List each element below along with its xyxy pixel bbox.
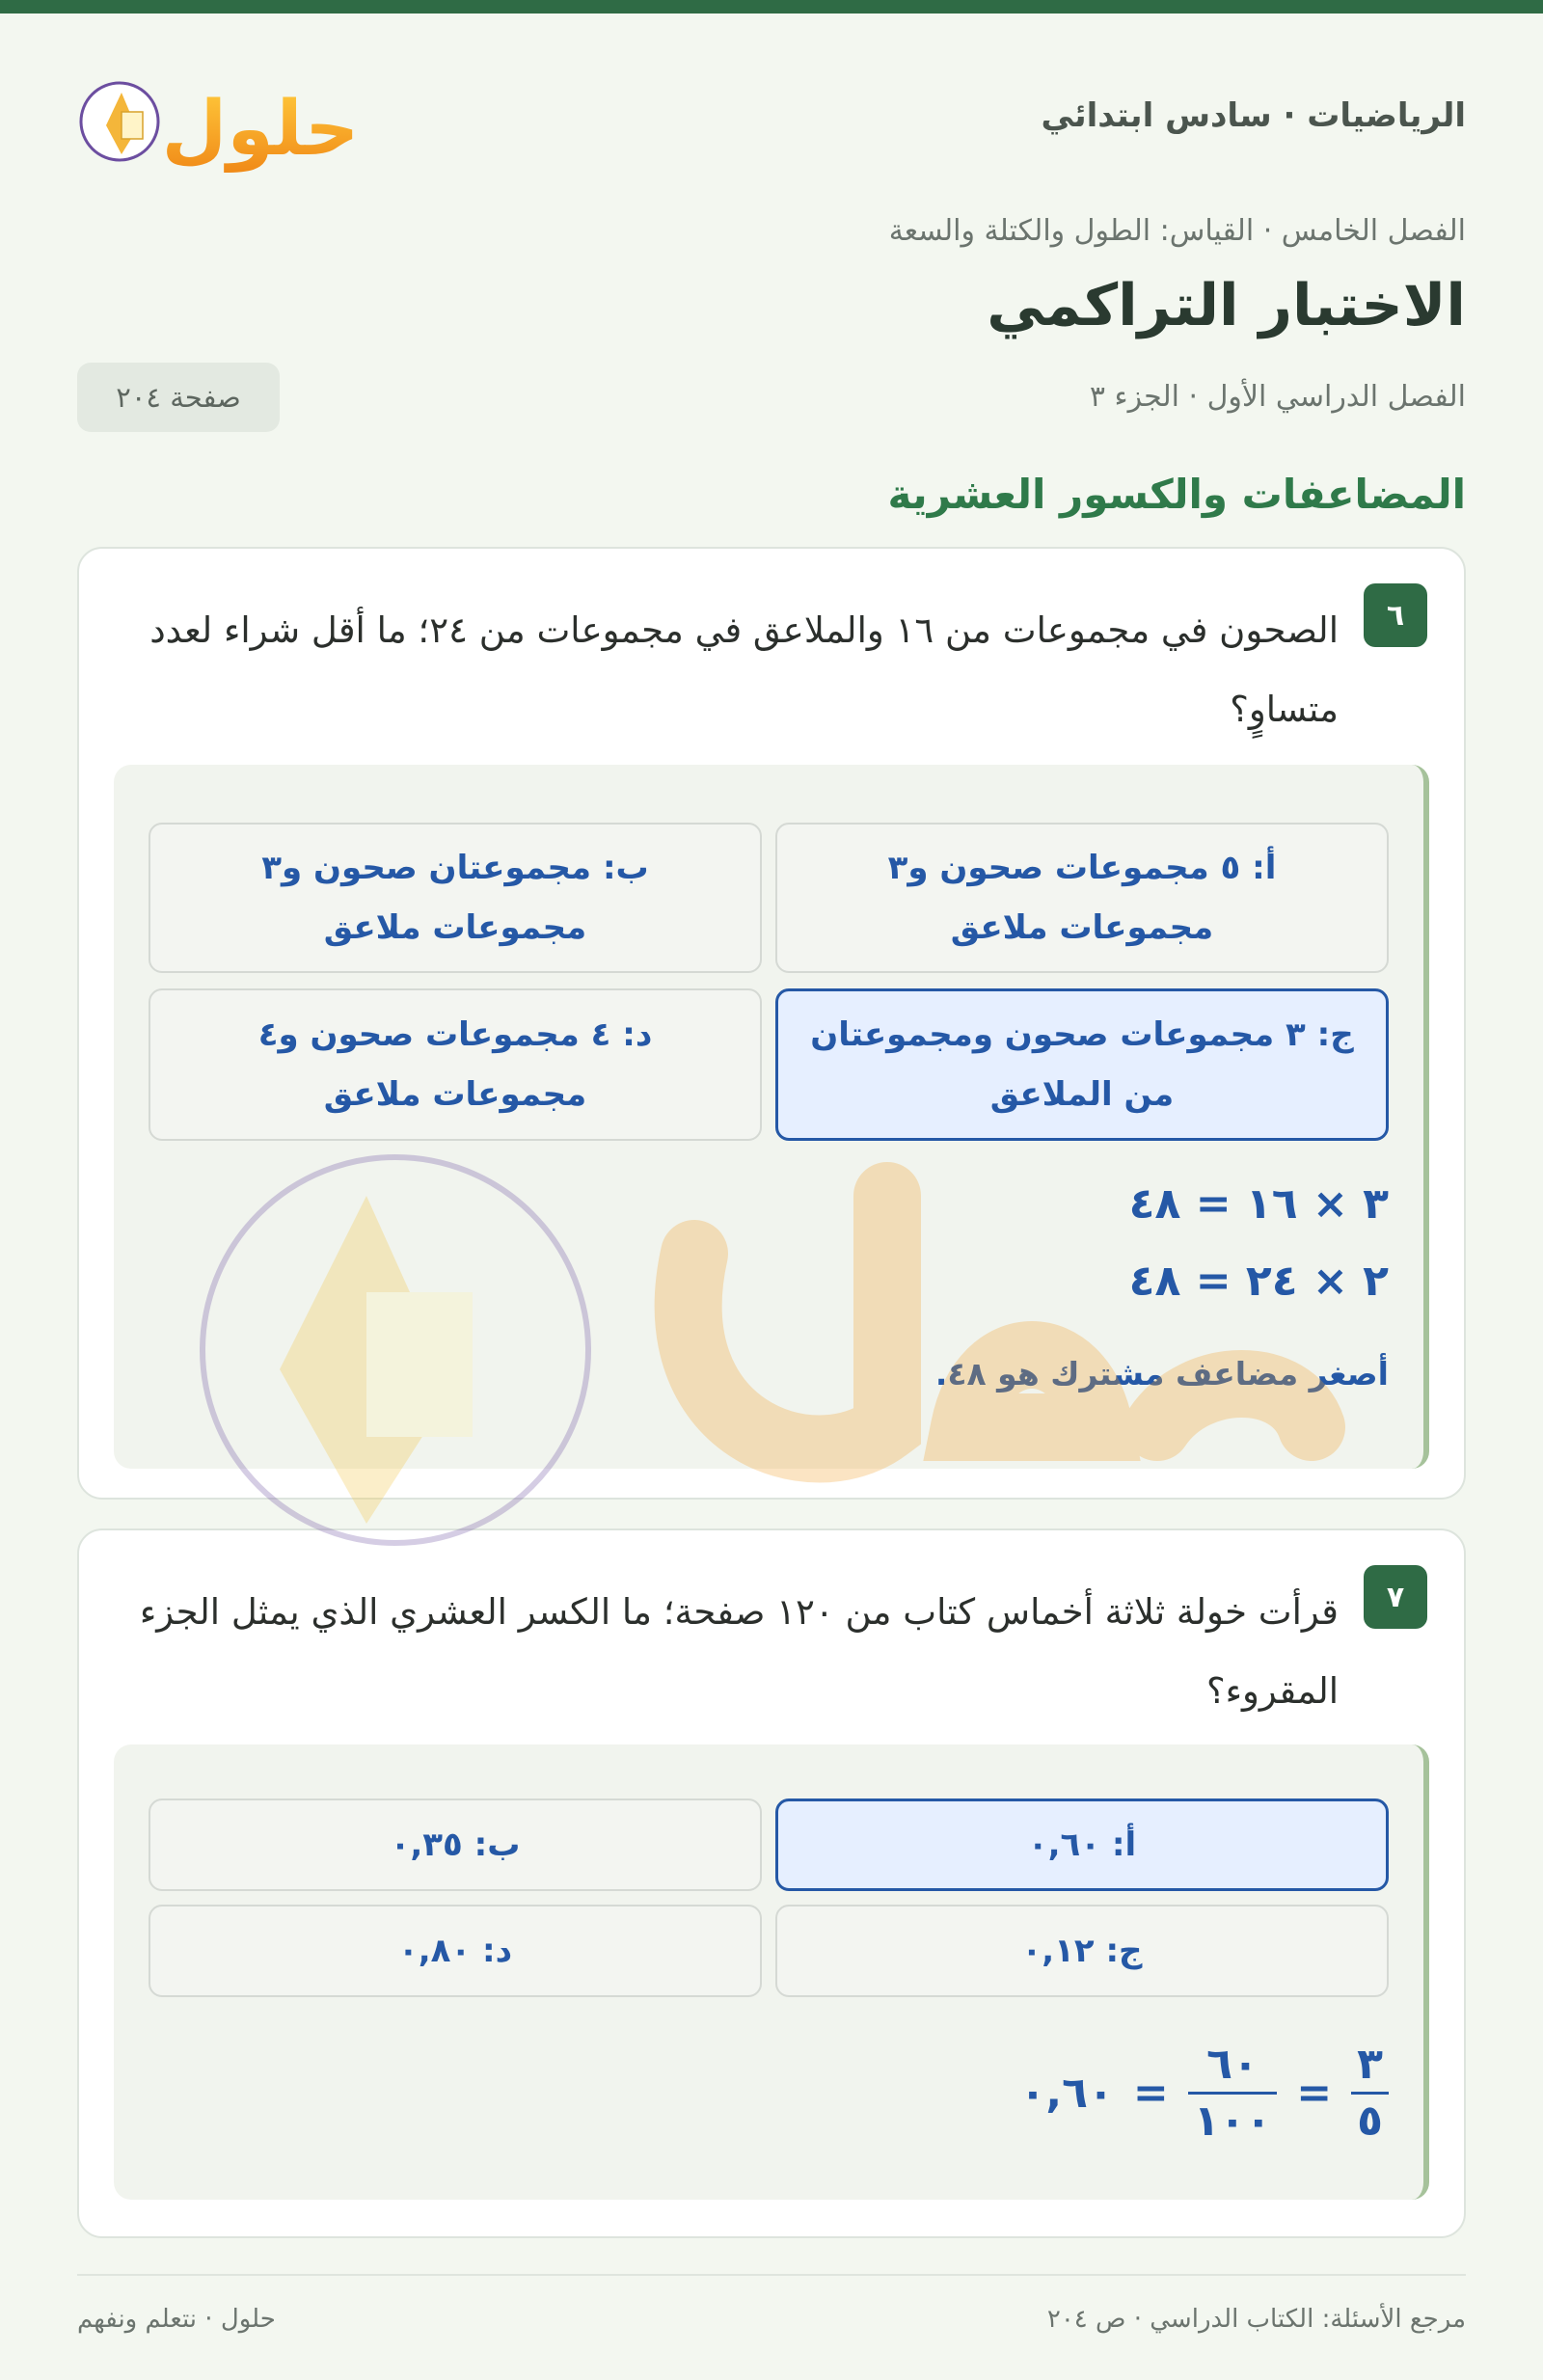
option-c-selected[interactable]: ج: ٣ مجموعات صحون ومجموعتان من الملاعق [775, 988, 1389, 1141]
denominator: ٥ [1357, 2096, 1383, 2146]
option-d[interactable]: د: ٤ مجموعات صحون و٤ مجموعات ملاعق [149, 988, 762, 1141]
question-text: قرأت خولة ثلاثة أخماس كتاب من ١٢٠ صفحة؛ ما الكسر العشري الذي يمثل الجزء المقروء؟ [139, 1591, 1339, 1712]
footer-brand: حلول · نتعلم ونفهم [77, 2305, 276, 2334]
option-d[interactable]: د: ٠,٨٠ [149, 1905, 762, 1997]
fraction-three-fifths [1351, 2038, 1389, 2149]
work-step: ٢ × ٢٤ = ٤٨ [1128, 1257, 1389, 1306]
question-number: ٦ [1364, 583, 1427, 647]
work-step: ٣ × ١٦ = ٤٨ [1128, 1179, 1389, 1229]
page-title: الاختبار التراكمي [987, 272, 1466, 339]
subject-label: الرياضيات · سادس ابتدائي [1041, 96, 1466, 135]
chapter-label: الفصل الخامس · القياس: الطول والكتلة والسعة [888, 214, 1466, 248]
decimal-result: ٠,٦٠ [1019, 2068, 1114, 2118]
option-a-selected[interactable]: أ: ٠,٦٠ [775, 1799, 1389, 1891]
answer-box [114, 1744, 1429, 2200]
question-number: ٧ [1364, 1565, 1427, 1629]
conclusion-text: أصغر مضاعف مشترك هو ٤٨. [934, 1355, 1389, 1393]
section-title: المضاعفات والكسور العشرية [887, 471, 1466, 518]
question-card [77, 1528, 1466, 2238]
equals-sign: = [1296, 2068, 1333, 2118]
page-number-badge: صفحة ٢٠٤ [77, 363, 280, 432]
semester-label: الفصل الدراسي الأول · الجزء ٣ [1089, 380, 1466, 414]
equals-sign: = [1132, 2068, 1169, 2118]
hulul-logo [77, 58, 366, 183]
option-c[interactable]: ج: ٠,١٢ [775, 1905, 1389, 1997]
numerator: ٦٠ [1206, 2039, 1259, 2089]
fraction-sixty-hundredths [1188, 2038, 1278, 2149]
page-header [77, 58, 1466, 183]
logo-text: حلول [161, 86, 360, 173]
answer-box [114, 765, 1429, 1469]
option-a[interactable]: أ: ٥ مجموعات صحون و٣ مجموعات ملاعق [775, 823, 1389, 973]
footer-source: مرجع الأسئلة: الكتاب الدراسي · ص ٢٠٤ [1046, 2305, 1466, 2334]
numerator: ٣ [1357, 2039, 1383, 2089]
denominator: ١٠٠ [1193, 2096, 1272, 2146]
fraction-equation [1020, 2030, 1389, 2155]
footer-divider [77, 2274, 1466, 2276]
option-b[interactable]: ب: ٠,٣٥ [149, 1799, 762, 1891]
top-accent-bar [0, 0, 1543, 14]
question-text: الصحون في مجموعات من ١٦ والملاعق في مجموعات من ٢٤؛ ما أقل شراء لعدد متساوٍ؟ [149, 609, 1339, 730]
question-card [77, 547, 1466, 1500]
option-b[interactable]: ب: مجموعتان صحون و٣ مجموعات ملاعق [149, 823, 762, 973]
